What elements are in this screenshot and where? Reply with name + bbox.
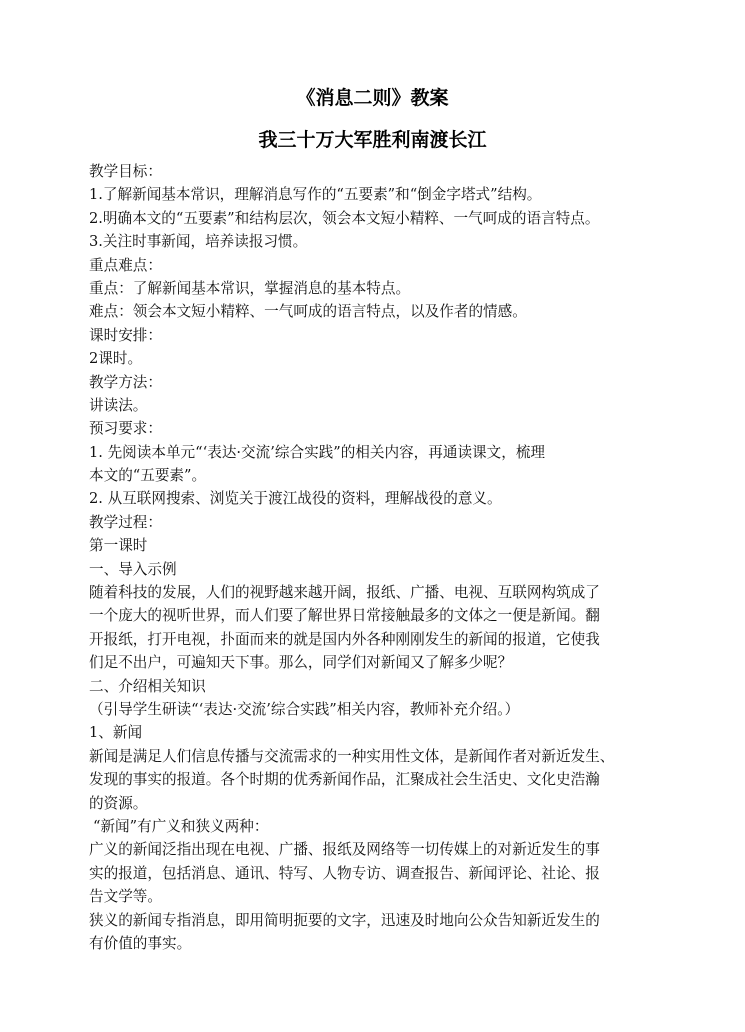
method-value: 讲读法。 (89, 396, 148, 414)
objective-item: 2.明确本文的“五要素”和结构层次，领会本文短小精粹、一气呵成的语言特点。 (89, 209, 600, 227)
document-subtitle: 我三十万大军胜利南渡长江 (258, 129, 487, 151)
preview-item-continued: 本文的“五要素”。 (89, 467, 207, 485)
preview-item: 2. 从互联网搜索、浏览关于渡江战役的资料，理解战役的意义。 (89, 490, 502, 508)
section-heading-preview: 预习要求： (89, 420, 162, 438)
document-title: 《消息二则》教案 (296, 87, 449, 109)
lesson-heading: 第一课时 (89, 537, 148, 555)
section-heading-method: 教学方法： (89, 373, 162, 391)
subsection-heading-knowledge: 二、介绍相关知识 (89, 677, 206, 695)
section-heading-process: 教学过程： (89, 513, 162, 531)
document-body (89, 160, 655, 955)
section-heading-key-points: 重点难点： (89, 256, 162, 274)
subsection-heading-intro: 一、导入示例 (89, 560, 177, 578)
paragraph-line: 有价值的事实。 (89, 934, 192, 952)
paragraph-line: 一个庞大的视听世界，而人们要了解世界日常接触最多的文体之一便是新闻。翻 (89, 607, 600, 625)
preview-item: 1. 先阅读本单元“‘表达·交流’综合实践”的相关内容，再通读课文，梳理 (89, 443, 546, 461)
paragraph-line: 开报纸，打开电视，扑面而来的就是国内外各种刚刚发生的新闻的报道，它使我 (89, 630, 600, 648)
difficulty-line: 难点：领会本文短小精粹、一气呵成的语言特点，以及作者的情感。 (89, 303, 527, 321)
paragraph-line: 实的报道，包括消息、通讯、特写、人物专访、调查报告、新闻评论、社论、报 (89, 864, 600, 882)
objective-item: 1.了解新闻基本常识，理解消息写作的“五要素”和“倒金字塔式”结构。 (89, 186, 542, 204)
instruction-note: （引导学生研读“‘表达·交流’综合实践”相关内容，教师补充介绍。） (89, 700, 520, 718)
paragraph-line: 的资源。 (89, 794, 148, 812)
objective-item: 3.关注时事新闻，培养读报习惯。 (89, 233, 308, 251)
schedule-value: 2课时。 (89, 350, 143, 368)
section-heading-schedule: 课时安排： (89, 326, 162, 344)
subsection-heading-news: 1、新闻 (89, 724, 143, 742)
paragraph-line: 告文学等。 (89, 888, 162, 906)
paragraph-line: 狭义的新闻专指消息，即用简明扼要的文字，迅速及时地向公众告知新近发生的 (89, 911, 600, 929)
paragraph-line: 们足不出户，可遍知天下事。那么，同学们对新闻又了解多少呢？ (89, 654, 513, 672)
paragraph-line: 新闻是满足人们信息传播与交流需求的一种实用性文体，是新闻作者对新近发生、 (89, 747, 615, 765)
paragraph-line: “新闻”有广义和狭义两种： (93, 817, 269, 835)
paragraph-line: 广义的新闻泛指出现在电视、广播、报纸及网络等一切传媒上的对新近发生的事 (89, 841, 600, 859)
paragraph-line: 随着科技的发展，人们的视野越来越开阔，报纸、广播、电视、互联网构筑成了 (89, 584, 600, 602)
key-point-line: 重点：了解新闻基本常识，掌握消息的基本特点。 (89, 279, 411, 297)
section-heading-objectives: 教学目标： (89, 163, 162, 180)
paragraph-line: 发现的事实的报道。各个时期的优秀新闻作品，汇聚成社会生活史、文化史浩瀚 (89, 771, 600, 789)
